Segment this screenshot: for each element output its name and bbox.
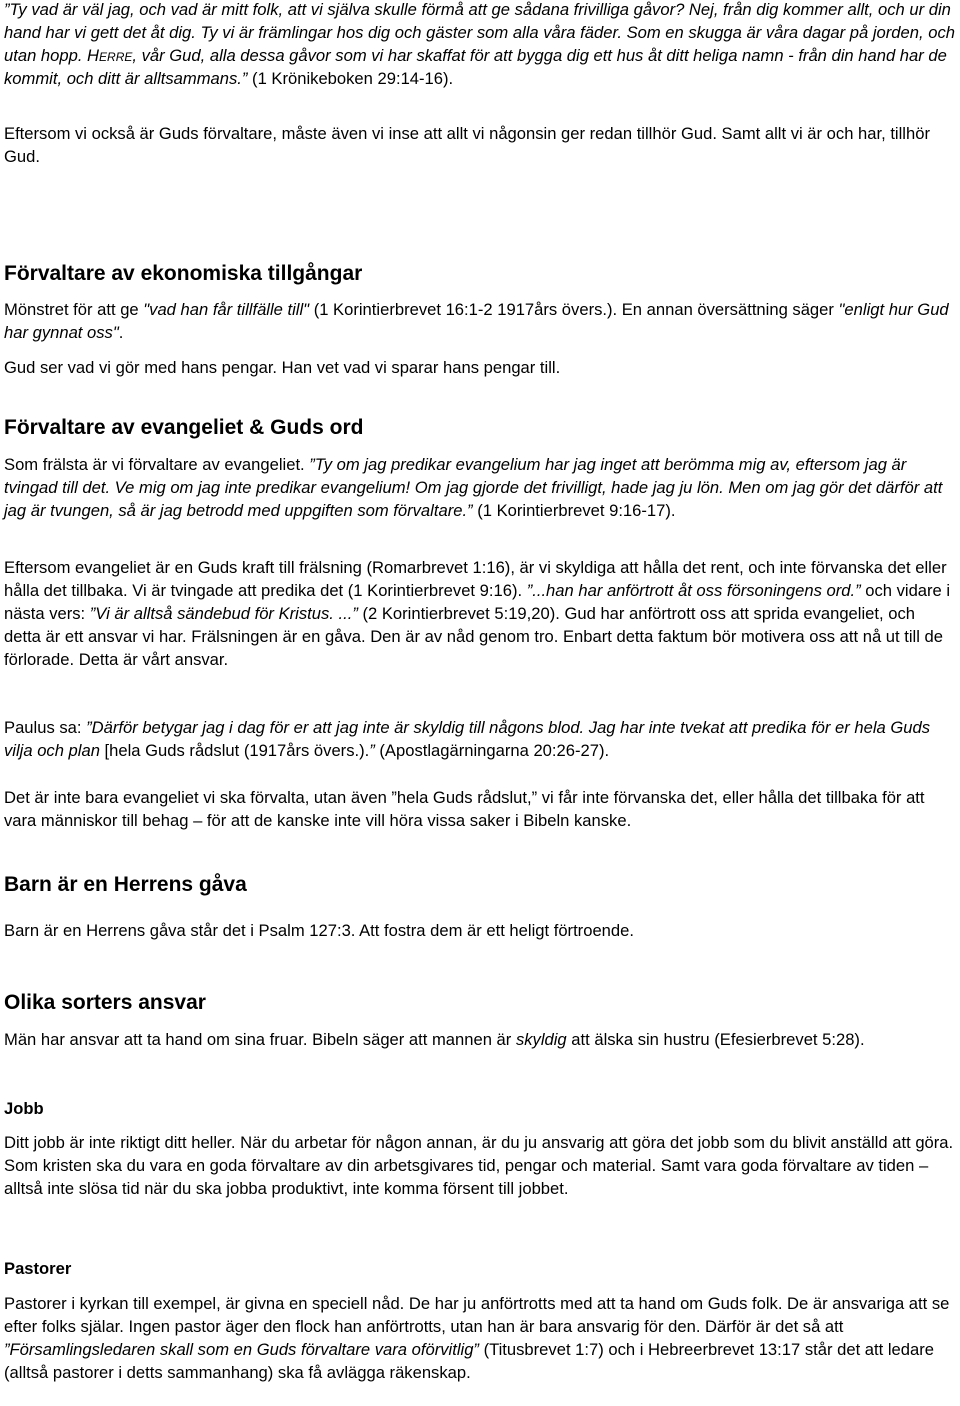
jobs-paragraph: Ditt jobb är inte riktigt ditt heller. När du arbetar för någon annan, är du ju ansvarig att göra det jobb som du blivit anställd att göra. Som kristen ska du vara en goda förvaltare av din arbetsgivares tid, pengar och material. Samt vara goda förvaltare av tiden – alltså inte slösa tid när du ska jobba produktivt, inte komma försent till jobbet. (4, 1133, 954, 1198)
children-paragraph: Barn är en Herrens gåva står det i Psalm 127:3. Att fostra dem är ett heligt förtroende. (4, 921, 634, 940)
heading-children-gift: Barn är en Herrens gåva (4, 873, 247, 896)
heading-gospel-stewards: Förvaltare av evangeliet & Guds ord (4, 416, 364, 439)
scripture-quote-paragraph: ”Ty vad är väl jag, och vad är mitt folk, att vi själva skulle förmå att ge sådana frivilliga gåvor? Nej, från dig kommer allt, och ur din hand har vi gett det åt dig. Ty vi är främlingar hos dig och gäster som alla våra fäder. Som en skugga är våra dagar på jorden, och utan hopp. Herre, vår Gud, alla dessa gåvor som vi har skaffat för att bygga dig ett hus åt ditt heliga namn - från din hand har de kommit, och ditt är alltsammans.” (1 Krönikeboken 29:14-16). (4, 0, 955, 88)
gospel-power-paragraph: Eftersom evangeliet är en Guds kraft till frälsning (Romarbrevet 1:16), är vi skyldiga att hålla det rent, och inte förvanska det eller hålla det tillbaka. Vi är tvingade att predika det (1 Korintierbrevet 9:16). ”...han har anförtrott åt oss försoningens ord.” och vidare i nästa vers: ”Vi är alltså sändebud för Kristus. ...” (2 Korintierbrevet 5:19,20). Gud har anförtrott oss att sprida evangeliet, och detta är ett ansvar vi har. Frälsningen är en gåva. Den är av nåd genom tro. Enbart detta faktum bör motivera oss att nå ut till de förlorade. Detta är vårt ansvar. (4, 558, 951, 669)
pastors-paragraph: Pastorer i kyrkan till exempel, är givna en speciell nåd. De har ju anförtrotts med att ta hand om Guds folk. De är ansvariga att se efter folks själar. Ingen pastor äger den flock han anförtrotts, utan han är bara ansvarig för den. Därför är det så att ”Församlingsledaren skall som en Guds förvaltare vara oförvitlig” (Titusbrevet 1:7) och i Hebreerbrevet 13:17 står det att ledare (alltså pastorer i detts sammanhang) ska få avlägga räkenskap. (4, 1294, 950, 1382)
stewardship-paragraph: Eftersom vi också är Guds förvaltare, måste även vi inse att allt vi någonsin ger redan tillhör Gud. Samt allt vi är och har, tillhör Gud. (4, 124, 930, 166)
heading-pastors: Pastorer (4, 1259, 72, 1278)
gospel-stewards-paragraph: Som frälsta är vi förvaltare av evangeliet. ”Ty om jag predikar evangelium har jag inget att berömma mig av, eftersom jag är tvingad till det. Ve mig om jag inte predikar evangelium! Om jag gjorde det frivilligt, hade jag ju lön. Men om jag gör det därför att jag är tvungen, så är jag betrodd med uppgiften som förvaltare.” (1 Korintierbrevet 9:16-17). (4, 455, 943, 520)
heading-responsibilities: Olika sorters ansvar (4, 991, 206, 1014)
money-paragraph: Gud ser vad vi gör med hans pengar. Han vet vad vi sparar hans pengar till. (4, 358, 561, 377)
husbands-paragraph: Män har ansvar att ta hand om sina fruar. Bibeln säger att mannen är skyldig att älska sin hustru (Efesierbrevet 5:28). (4, 1030, 865, 1049)
paul-quote-paragraph: Paulus sa: ”Därför betygar jag i dag för er att jag inte är skyldig till någons blod. Jag har inte tvekat att predika för er hela Guds vilja och plan [hela Guds rådslut (1917års övers.).” (Apostlagärningarna 20:26-27). (4, 718, 931, 760)
whole-counsel-paragraph: Det är inte bara evangeliet vi ska förvalta, utan även ”hela Guds rådslut,” vi får inte förvanska det, eller hålla det tillbaka för att vara människor till behag – för att de kanske inte vill höra vissa saker i Bibeln kanske. (4, 788, 925, 830)
heading-economic-assets: Förvaltare av ekonomiska tillgångar (4, 262, 363, 285)
heading-jobs: Jobb (4, 1099, 44, 1118)
giving-pattern-paragraph: Mönstret för att ge "vad han får tillfälle till" (1 Korintierbrevet 16:1-2 1917års övers.). En annan översättning säger "enligt hur Gud har gynnat oss". (4, 300, 949, 342)
